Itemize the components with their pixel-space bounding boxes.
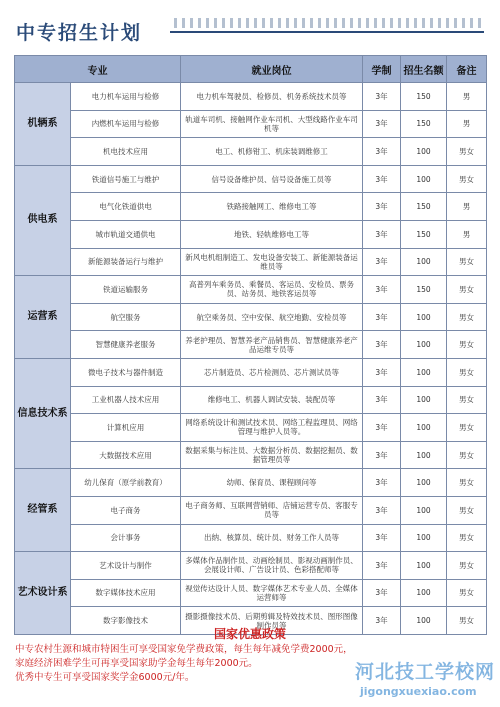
jobs-cell: 航空乘务员、空中安保、航空地勤、安检员等 [181,303,363,331]
table-row [15,248,487,276]
table-row [15,220,487,248]
table-row [15,386,487,414]
page-header [0,0,500,52]
note-cell: 男女 [447,579,487,607]
years-cell: 3年 [363,358,401,386]
table-row [15,469,487,497]
years-cell: 3年 [363,552,401,580]
quota-cell: 100 [401,165,447,193]
enrollment-table-wrap [14,55,486,635]
note-cell: 男女 [447,607,487,635]
department-cell: 机辆系 [15,83,71,166]
note-cell: 男女 [447,496,487,524]
note-cell: 男 [447,193,487,221]
table-row [15,496,487,524]
department-cell: 经管系 [15,469,71,552]
note-cell: 男女 [447,303,487,331]
quota-cell: 100 [401,358,447,386]
major-cell: 铁道运输服务 [71,276,181,304]
jobs-cell: 摄影摄像技术员、后期剪辑及特效技术员、图形图像制作员等 [181,607,363,635]
note-cell: 男女 [447,276,487,304]
major-cell: 大数据技术应用 [71,441,181,469]
note-cell: 男女 [447,469,487,497]
table-body [15,83,487,635]
header-years: 学制 [363,56,401,83]
policy-title: 国家优惠政策 [213,627,286,641]
title-rule [170,31,484,33]
jobs-cell: 出纳、核算员、统计员、财务工作人员等 [181,524,363,552]
jobs-cell: 多媒体作品制作员、动画绘制员、影视动画制作员、会展设计师、广告设计员、色彩搭配师等 [181,552,363,580]
table-row [15,552,487,580]
note-cell: 男女 [447,248,487,276]
years-cell: 3年 [363,331,401,359]
quota-cell: 150 [401,83,447,111]
note-cell: 男女 [447,165,487,193]
major-cell: 会计事务 [71,524,181,552]
title-decoration [174,18,484,28]
enrollment-table [14,55,487,635]
years-cell: 3年 [363,496,401,524]
major-cell: 铁道信号施工与维护 [71,165,181,193]
policy-line-1: 中专农村生源和城市特困生可享受国家免学费政策，每生每年减免学费2000元， [15,644,353,655]
table-row [15,331,487,359]
jobs-cell: 高普列车乘务员、乘餐员、客运员、安检员、票务员、站务员、地铁客运员等 [181,276,363,304]
major-cell: 航空服务 [71,303,181,331]
years-cell: 3年 [363,524,401,552]
years-cell: 3年 [363,441,401,469]
jobs-cell: 养老护理员、智慧养老产品销售员、智慧健康养老产品运维专员等 [181,331,363,359]
jobs-cell: 数据采集与标注员、大数据分析员、数据挖掘员、数据管理员等 [181,441,363,469]
note-cell: 男 [447,220,487,248]
quota-cell: 100 [401,496,447,524]
page-title: 中专招生计划 [16,22,143,44]
quota-cell: 100 [401,552,447,580]
years-cell: 3年 [363,220,401,248]
years-cell: 3年 [363,469,401,497]
years-cell: 3年 [363,386,401,414]
table-row [15,138,487,166]
header-major: 专业 [15,56,181,83]
note-cell: 男女 [447,386,487,414]
quota-cell: 100 [401,414,447,442]
jobs-cell: 地铁、轻轨维修电工等 [181,220,363,248]
quota-cell: 150 [401,193,447,221]
major-cell: 微电子技术与器件制造 [71,358,181,386]
major-cell: 电力机车运用与检修 [71,83,181,111]
major-cell: 数字影像技术 [71,607,181,635]
quota-cell: 100 [401,386,447,414]
quota-cell: 150 [401,110,447,138]
department-cell: 运营系 [15,276,71,359]
table-row [15,276,487,304]
years-cell: 3年 [363,110,401,138]
note-cell: 男 [447,110,487,138]
years-cell: 3年 [363,165,401,193]
years-cell: 3年 [363,83,401,111]
note-cell: 男女 [447,414,487,442]
jobs-cell: 电工、机修钳工、机床装调维修工 [181,138,363,166]
note-cell: 男女 [447,552,487,580]
policy-line-3: 优秀中专生可享受国家奖学金6000元/年。 [15,672,195,683]
table-header-row [15,56,487,83]
major-cell: 计算机应用 [71,414,181,442]
jobs-cell: 轨道车司机、接触网作业车司机、大型线路作业车司机等 [181,110,363,138]
years-cell: 3年 [363,414,401,442]
note-cell: 男女 [447,524,487,552]
jobs-cell: 视觉传达设计人员、数字媒体艺术专业人员、全媒体运营师等 [181,579,363,607]
years-cell: 3年 [363,607,401,635]
policy-line-2: 家庭经济困难学生可再享受国家助学金每生每年2000元。 [15,658,258,669]
jobs-cell: 铁路接触网工、维修电工等 [181,193,363,221]
note-cell: 男女 [447,358,487,386]
major-cell: 数字媒体技术应用 [71,579,181,607]
major-cell: 艺术设计与制作 [71,552,181,580]
note-cell: 男女 [447,441,487,469]
major-cell: 幼儿保育（原学前教育） [71,469,181,497]
quota-cell: 150 [401,220,447,248]
table-row [15,303,487,331]
table-row [15,110,487,138]
major-cell: 电子商务 [71,496,181,524]
department-cell: 艺术设计系 [15,552,71,635]
major-cell: 工业机器人技术应用 [71,386,181,414]
jobs-cell: 电力机车驾驶员、检修员、机务系统技术员等 [181,83,363,111]
department-cell: 信息技术系 [15,358,71,468]
years-cell: 3年 [363,193,401,221]
quota-cell: 100 [401,579,447,607]
major-cell: 城市轨道交通供电 [71,220,181,248]
quota-cell: 100 [401,441,447,469]
quota-cell: 100 [401,303,447,331]
quota-cell: 100 [401,248,447,276]
major-cell: 机电技术应用 [71,138,181,166]
jobs-cell: 新风电机组制造工、发电设备安装工、新能源装备运维员等 [181,248,363,276]
department-cell: 供电系 [15,165,71,275]
quota-cell: 100 [401,607,447,635]
table-row [15,579,487,607]
header-note: 备注 [447,56,487,83]
years-cell: 3年 [363,303,401,331]
jobs-cell: 电子商务师、互联网营销师、店铺运营专员、客服专员等 [181,496,363,524]
header-jobs: 就业岗位 [181,56,363,83]
table-row [15,193,487,221]
major-cell: 内燃机车运用与检修 [71,110,181,138]
major-cell: 新能源装备运行与维护 [71,248,181,276]
table-row [15,358,487,386]
years-cell: 3年 [363,276,401,304]
quota-cell: 100 [401,331,447,359]
quota-cell: 100 [401,138,447,166]
jobs-cell: 网络系统设计和测试技术员、网络工程监理员、网络管理与维护人员等。 [181,414,363,442]
header-quota: 招生名额 [401,56,447,83]
table-row [15,83,487,111]
note-cell: 男 [447,83,487,111]
quota-cell: 150 [401,276,447,304]
watermark-logo: 河北技工学校网 [355,661,496,683]
table-row [15,524,487,552]
years-cell: 3年 [363,248,401,276]
note-cell: 男女 [447,138,487,166]
jobs-cell: 芯片制造员、芯片检测员、芯片测试员等 [181,358,363,386]
jobs-cell: 幼师、保育员、课程顾问等 [181,469,363,497]
quota-cell: 100 [401,524,447,552]
table-row [15,414,487,442]
major-cell: 智慧健康养老服务 [71,331,181,359]
watermark-url: jigongxuexiao.com [360,685,477,698]
jobs-cell: 信号设备维护员、信号设备施工员等 [181,165,363,193]
table-row [15,441,487,469]
major-cell: 电气化铁道供电 [71,193,181,221]
years-cell: 3年 [363,138,401,166]
years-cell: 3年 [363,579,401,607]
quota-cell: 100 [401,469,447,497]
table-row [15,165,487,193]
note-cell: 男女 [447,331,487,359]
jobs-cell: 维修电工、机器人调试安装、装配员等 [181,386,363,414]
